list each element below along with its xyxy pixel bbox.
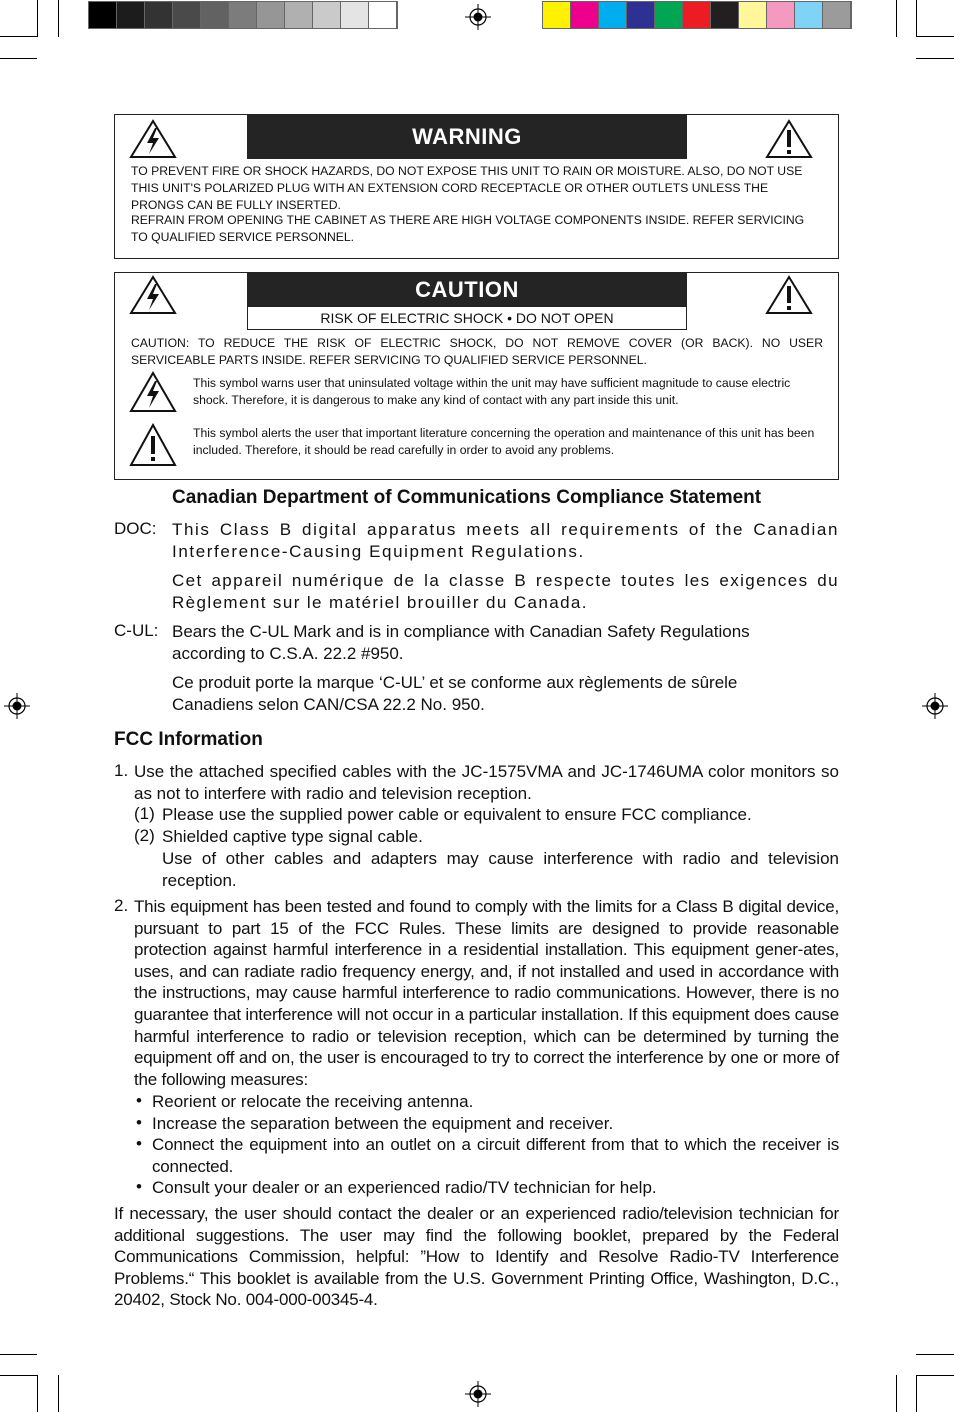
doc-french-text: Cet appareil numérique de la classe B respecte toutes les exigences du Règlement sur le matériel brouiller du Canada. xyxy=(172,571,839,612)
color-swatch xyxy=(543,2,571,28)
color-swatch xyxy=(229,2,257,28)
color-swatch xyxy=(655,2,683,28)
caution-title: CAUTION xyxy=(247,273,687,307)
doc-label: DOC: xyxy=(114,519,157,538)
fcc-item-2-number: 2. xyxy=(114,896,129,915)
color-swatch xyxy=(257,2,285,28)
color-swatch xyxy=(313,2,341,28)
fcc-item-1-text: Use the attached specified cables with the JC-1575VMA and JC-1746UMA color monitors so as not to interfere with radio and television reception. xyxy=(134,762,839,803)
color-swatch xyxy=(599,2,627,28)
color-swatch xyxy=(285,2,313,28)
lightning-symbol-icon xyxy=(129,371,177,413)
color-swatch xyxy=(89,2,117,28)
color-swatch xyxy=(341,2,369,28)
caution-text: CAUTION: TO REDUCE THE RISK OF ELECTRIC SHOCK, DO NOT REMOVE COVER (OR BACK). NO USER SERVICEABLE PARTS INSIDE. REFER SERVICING TO QUALIFIED SERVICE PERSONNEL. xyxy=(131,336,823,367)
grayscale-calibration-bar xyxy=(88,1,398,29)
fcc-closing-paragraph: If necessary, the user should contact the dealer or an experienced radio/television technician for additional suggestions. The user may find the following booklet, prepared by the Federal Communications Commission, helpful: ”How to Identify and Resolve Radio-TV Interference Problems.“ This booklet is available from the U.S. Government Printing Office, Washington, D.C., 20402, Stock No. 004-000-00345-4. xyxy=(114,1204,839,1310)
fcc-sub-2-text: Shielded captive type signal cable. xyxy=(162,827,423,846)
fcc-heading: FCC Information xyxy=(114,729,263,750)
color-swatch xyxy=(627,2,655,28)
bullet-icon: • xyxy=(136,1177,142,1196)
fcc-sub-1-number: (1) xyxy=(134,804,155,823)
fcc-item-1-number: 1. xyxy=(114,761,129,780)
color-swatch xyxy=(369,2,397,28)
exclamation-symbol-icon xyxy=(129,423,177,467)
canada-heading: Canadian Department of Communications Compliance Statement xyxy=(172,487,762,508)
exclamation-caution-icon xyxy=(765,275,813,315)
color-swatch xyxy=(173,2,201,28)
color-swatch xyxy=(683,2,711,28)
bullet-icon: • xyxy=(136,1091,142,1110)
caution-subtitle: RISK OF ELECTRIC SHOCK • DO NOT OPEN xyxy=(247,306,687,330)
lightning-caution-icon xyxy=(129,275,177,315)
cul-french-text: Ce produit porte la marque ‘C-UL’ et se conforme aux règlements de sûrele Canadiens selon CAN/CSA 22.2 No. 950. xyxy=(172,673,738,714)
warning-box xyxy=(114,114,839,259)
color-calibration-bar xyxy=(542,1,852,29)
warning-text-2: REFRAIN FROM OPENING THE CABINET AS THERE ARE HIGH VOLTAGE COMPONENTS INSIDE. REFER SERVICING TO QUALIFIED SERVICE PERSONNEL. xyxy=(131,213,805,244)
list-item: Increase the separation between the equipment and receiver. xyxy=(152,1114,614,1133)
list-item: Consult your dealer or an experienced radio/TV technician for help. xyxy=(152,1178,657,1197)
registration-mark-right-icon xyxy=(922,693,948,719)
cul-label: C-UL: xyxy=(114,621,159,640)
color-swatch xyxy=(767,2,795,28)
registration-mark-left-icon xyxy=(4,693,30,719)
list-item: Reorient or relocate the receiving antenna. xyxy=(152,1092,474,1111)
cul-english-text: Bears the C-UL Mark and is in compliance with Canadian Safety Regulations according to C.S.A. 22.2 #950. xyxy=(172,622,750,663)
color-swatch xyxy=(201,2,229,28)
warning-title: WARNING xyxy=(247,115,687,159)
caution-box xyxy=(114,272,839,480)
exclamation-warning-icon xyxy=(765,119,813,159)
registration-mark-top-icon xyxy=(465,4,491,30)
lightning-warning-icon xyxy=(129,119,177,159)
color-swatch xyxy=(711,2,739,28)
bullet-icon: • xyxy=(136,1113,142,1132)
color-swatch xyxy=(823,2,851,28)
color-swatch xyxy=(739,2,767,28)
list-item: Connect the equipment into an outlet on a circuit different from that to which the receiver is connected. xyxy=(152,1135,839,1176)
fcc-sub-1-text: Please use the supplied power cable or equivalent to ensure FCC compliance. xyxy=(162,805,752,824)
doc-english-text: This Class B digital apparatus meets all requirements of the Canadian Interference-Causing Equipment Regulations. xyxy=(172,520,839,561)
exclamation-symbol-text: This symbol alerts the user that important literature concerning the operation and maintenance of this unit has been included. Therefore, it should be read carefully in order to avoid any problems. xyxy=(193,426,815,457)
lightning-symbol-text: This symbol warns user that uninsulated voltage within the unit may have sufficient magnitude to cause electric shock. Therefore, it is dangerous to make any kind of contact with any part inside this unit. xyxy=(193,376,791,407)
registration-mark-bottom-icon xyxy=(465,1381,491,1407)
color-swatch xyxy=(795,2,823,28)
color-swatch xyxy=(145,2,173,28)
color-swatch xyxy=(117,2,145,28)
fcc-sub-2-note: Use of other cables and adapters may cause interference with radio and television reception. xyxy=(162,849,839,890)
fcc-sub-2-number: (2) xyxy=(134,826,155,845)
fcc-item-2-text: This equipment has been tested and found to comply with the limits for a Class B digital device, pursuant to part 15 of the FCC Rules. These limits are designed to provide reasonable protection against harmful interference in a residential installation. This equipment gener-ates, uses, and can radiate radio frequency energy, and, if not installed and used in accordance with the instructions, may cause harmful interference to radio communications. However, there is no guarantee that interference will not occur in a particular installation. If this equipment does cause harmful interference to radio or television reception, which can be determined by turning the equipment off and on, the user is encouraged to try to correct the interference by one or more of the following measures: xyxy=(134,897,839,1089)
bullet-icon: • xyxy=(136,1134,142,1153)
color-swatch xyxy=(571,2,599,28)
warning-text-1: TO PREVENT FIRE OR SHOCK HAZARDS, DO NOT EXPOSE THIS UNIT TO RAIN OR MOISTURE. ALSO, DO NOT USE THIS UNIT'S POLARIZED PLUG WITH AN EXTENSION CORD RECEPTACLE OR OTHER OUTLETS UNLESS THE PRONGS CAN BE FULLY INSERTED. xyxy=(131,164,803,212)
